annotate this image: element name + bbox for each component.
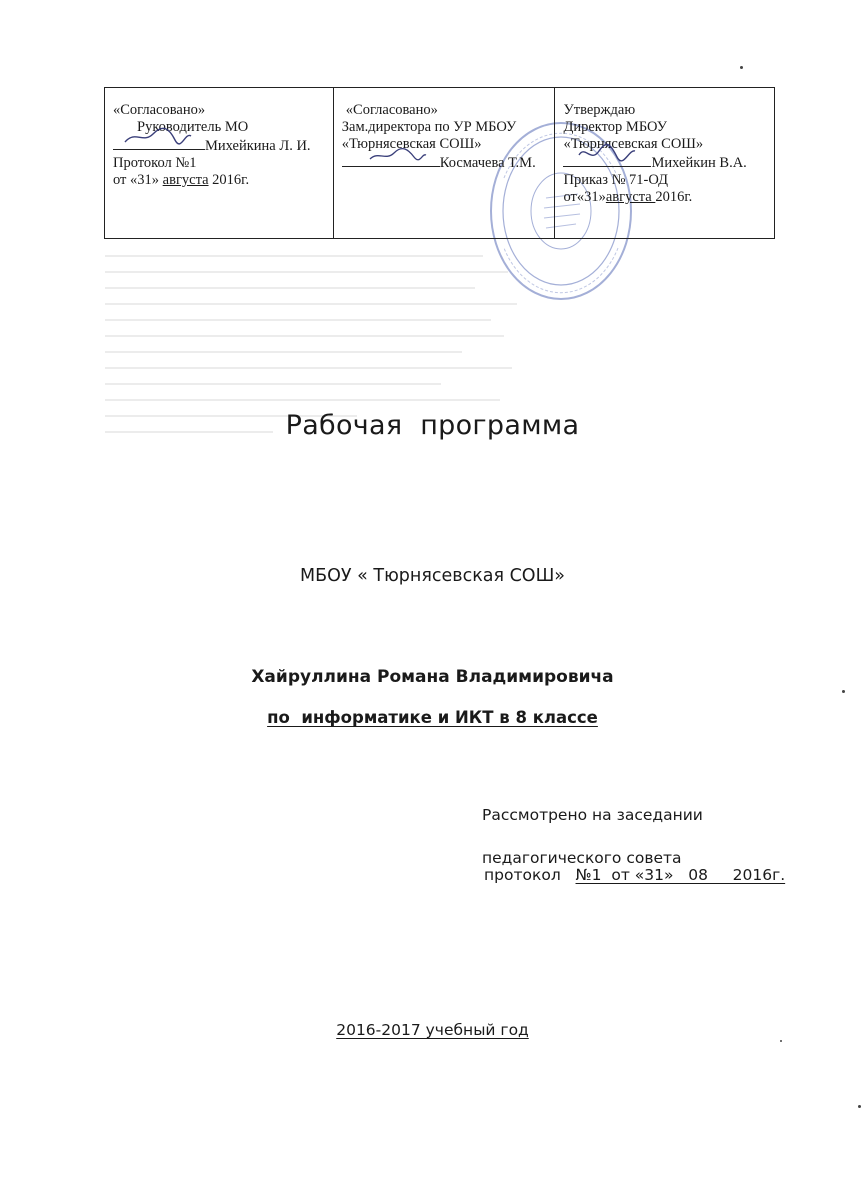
approval-signature-line [113, 136, 327, 155]
document-title: Рабочая программа [285, 410, 580, 441]
scan-speck [740, 66, 743, 69]
approval-name: Михейкина Л. И. [205, 138, 311, 154]
approval-date-year: 2016г. [208, 172, 250, 188]
school-name: МБОУ « Тюрнясевская СОШ» [300, 566, 565, 586]
approval-date-year: 2016г. [655, 189, 693, 205]
approval-table [104, 87, 775, 239]
approval-heading: «Согласовано» [113, 102, 206, 118]
bleed-through-texture [105, 255, 525, 505]
approval-date [563, 189, 768, 206]
review-protocol-value: №1 от «31» 08 2016г. [575, 866, 786, 884]
signature-blank [113, 136, 205, 150]
signature-scribble-icon [368, 145, 428, 165]
approval-heading: Утверждаю [563, 102, 636, 118]
academic-year-text: 2016-2017 учебный год [336, 1021, 529, 1039]
approval-signature-line [563, 153, 768, 172]
approval-cell-methodical-union [105, 88, 334, 239]
subject-text: по информатике и ИКТ в 8 классе [267, 708, 598, 727]
approval-name: Михейкин В.А. [651, 155, 747, 171]
approval-school: «Тюрнясевская СОШ» [563, 136, 704, 152]
approval-heading: «Согласовано» [345, 102, 438, 118]
review-protocol-label: протокол [484, 866, 576, 884]
approval-order: Приказ № 71-ОД [563, 172, 668, 188]
approval-name: Космачева Т.М. [439, 155, 536, 171]
approval-cell-director [555, 88, 775, 239]
author-name: Хайруллина Романа Владимировича [251, 667, 614, 687]
scan-speck [780, 1040, 782, 1042]
approval-date-prefix: от«31» [563, 189, 606, 205]
approval-protocol: Протокол №1 [113, 155, 197, 171]
approval-role: Директор МБОУ [563, 119, 667, 135]
academic-year [0, 1021, 865, 1039]
approval-cell-deputy-director [333, 88, 555, 239]
signature-blank [563, 153, 651, 167]
signature-scribble-icon [577, 143, 637, 165]
signature-scribble-icon [123, 126, 193, 148]
approval-date-prefix: от «31» [113, 172, 163, 188]
approval-role: Руководитель МО [137, 119, 249, 135]
scan-speck [858, 1105, 861, 1108]
review-line-1: Рассмотрено на заседании [482, 806, 703, 824]
review-protocol [484, 866, 785, 884]
approval-school: «Тюрнясевская СОШ» [341, 136, 482, 152]
approval-date [113, 172, 327, 189]
approval-role: Зам.директора по УР МБОУ [341, 119, 517, 135]
approval-signature-line [342, 153, 549, 172]
scan-speck [842, 690, 845, 693]
approval-date-month: августа [162, 172, 209, 188]
approval-date-month: августа [605, 189, 656, 205]
signature-blank [342, 153, 440, 167]
review-line-2: педагогического совета [482, 849, 682, 867]
subject-line [0, 708, 865, 727]
